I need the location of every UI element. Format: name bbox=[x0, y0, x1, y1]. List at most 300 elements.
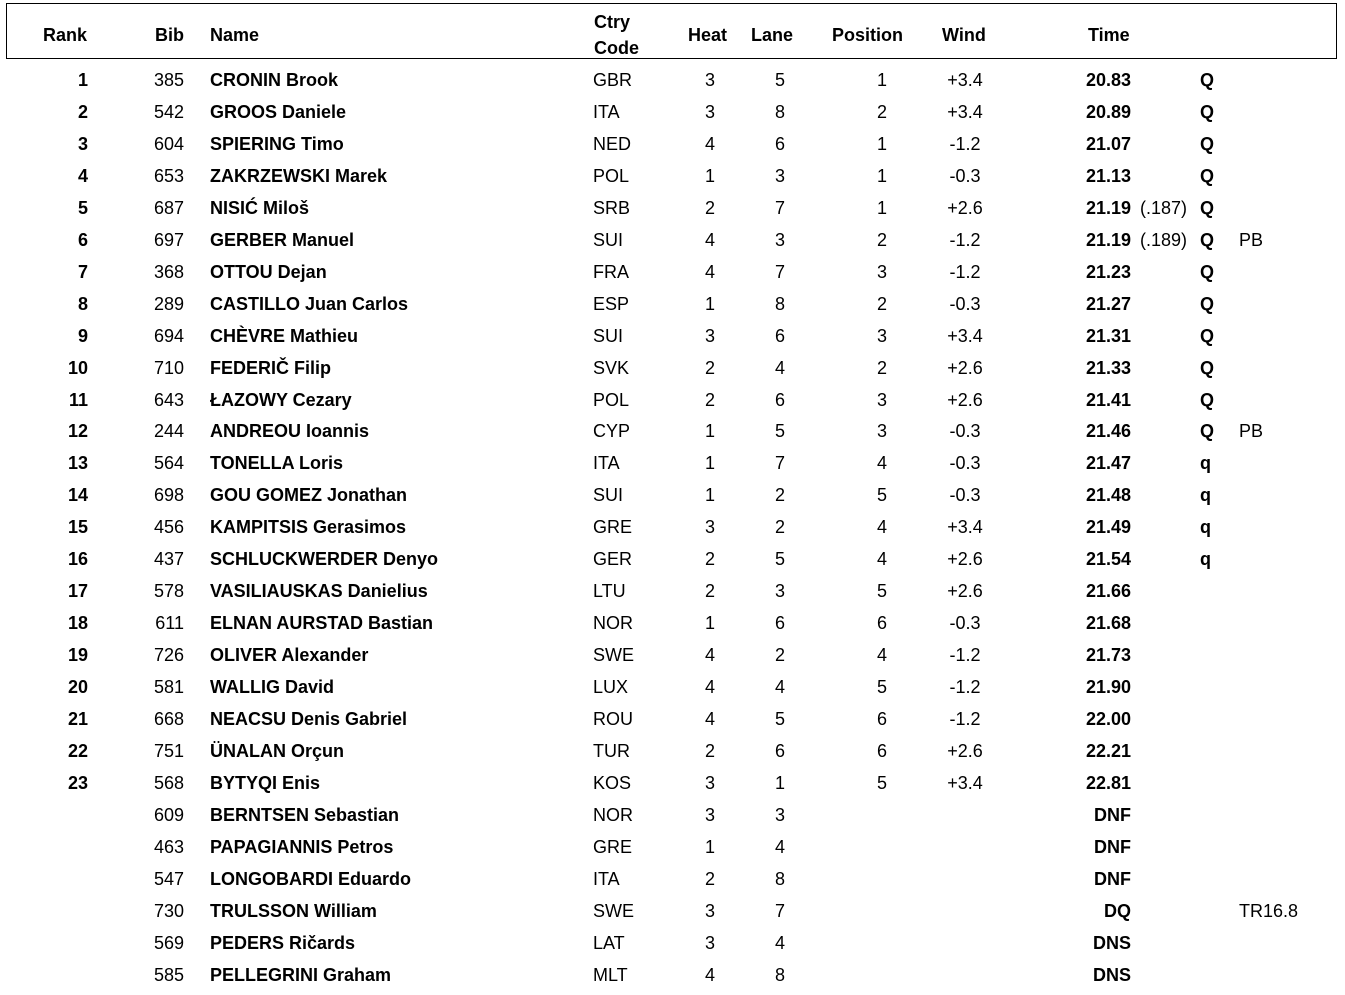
heat-cell: 1 bbox=[704, 485, 715, 506]
position-cell: 2 bbox=[876, 101, 887, 122]
athlete-name: ŁAZOWY Cezary bbox=[210, 389, 352, 410]
table-row bbox=[0, 451, 1345, 483]
heat-cell: 3 bbox=[704, 900, 715, 921]
qualifier-mark: Q bbox=[1200, 261, 1215, 282]
position-cell: 2 bbox=[876, 293, 887, 314]
lane-cell: 6 bbox=[774, 325, 785, 346]
wind-cell: -1.2 bbox=[949, 229, 981, 250]
record-note: TR16.8 bbox=[1239, 900, 1299, 921]
heat-cell: 3 bbox=[704, 772, 715, 793]
time-cell: 21.46 bbox=[1085, 421, 1131, 442]
wind-cell: +2.6 bbox=[947, 549, 983, 570]
time-cell: DNS bbox=[1092, 964, 1131, 985]
heat-cell: 2 bbox=[704, 581, 715, 602]
rank-cell: 16 bbox=[67, 549, 88, 570]
bib-cell: 611 bbox=[155, 613, 184, 634]
country-code: SUI bbox=[593, 229, 624, 250]
table-row bbox=[0, 292, 1345, 324]
bib-cell: 730 bbox=[153, 900, 184, 921]
athlete-name: OLIVER Alexander bbox=[210, 645, 369, 666]
time-cell: 21.73 bbox=[1085, 645, 1131, 666]
bib-cell: 751 bbox=[153, 740, 184, 761]
rank-cell: 7 bbox=[77, 261, 88, 282]
heat-cell: 4 bbox=[704, 229, 715, 250]
qualifier-mark: Q bbox=[1200, 357, 1215, 378]
heat-cell: 4 bbox=[704, 133, 715, 154]
rank-cell: 21 bbox=[67, 709, 88, 729]
heat-cell: 4 bbox=[704, 709, 715, 729]
position-cell: 4 bbox=[876, 549, 887, 570]
table-row bbox=[0, 899, 1345, 931]
lane-cell: 5 bbox=[774, 709, 785, 729]
time-cell: 21.23 bbox=[1085, 261, 1131, 282]
athlete-name: CHÈVRE Mathieu bbox=[210, 325, 359, 346]
bib-cell: 604 bbox=[153, 133, 184, 154]
country-code: GBR bbox=[593, 70, 633, 90]
reaction-time: (.189) bbox=[1140, 229, 1188, 250]
heat-cell: 3 bbox=[704, 804, 715, 825]
country-code: SUI bbox=[593, 485, 624, 506]
table-row bbox=[0, 419, 1345, 451]
lane-cell: 6 bbox=[774, 740, 785, 761]
record-note: PB bbox=[1239, 421, 1264, 442]
qualifier-mark: q bbox=[1200, 453, 1211, 474]
country-code: MLT bbox=[593, 964, 628, 985]
table-row bbox=[0, 132, 1345, 164]
wind-cell: +2.6 bbox=[947, 357, 983, 378]
table-row bbox=[0, 931, 1345, 963]
country-code: LTU bbox=[593, 581, 626, 602]
lane-cell: 4 bbox=[774, 836, 785, 857]
qualifier-mark: Q bbox=[1200, 389, 1215, 410]
table-row bbox=[0, 196, 1345, 228]
athlete-name: ÜNALAN Orçun bbox=[210, 740, 344, 761]
header-bib: Bib bbox=[155, 25, 184, 45]
time-cell: 21.13 bbox=[1085, 165, 1131, 186]
bib-cell: 568 bbox=[153, 772, 184, 793]
athlete-name: ANDREOU Ioannis bbox=[210, 421, 370, 442]
table-row bbox=[0, 963, 1345, 995]
heat-cell: 4 bbox=[704, 261, 715, 282]
heat-cell: 2 bbox=[704, 197, 715, 218]
wind-cell: +3.4 bbox=[947, 517, 983, 538]
lane-cell: 4 bbox=[774, 677, 785, 698]
lane-cell: 1 bbox=[774, 772, 785, 793]
heat-cell: 3 bbox=[704, 70, 715, 90]
table-row bbox=[0, 515, 1345, 547]
wind-cell: +3.4 bbox=[947, 772, 983, 793]
rank-cell: 19 bbox=[67, 645, 88, 666]
wind-cell: +2.6 bbox=[947, 197, 983, 218]
bib-cell: 289 bbox=[153, 293, 184, 314]
heat-cell: 1 bbox=[704, 613, 715, 634]
heat-cell: 1 bbox=[704, 165, 715, 186]
header-heat: Heat bbox=[688, 25, 728, 45]
record-note: PB bbox=[1239, 229, 1264, 250]
header-country-line2: Code bbox=[594, 38, 639, 58]
time-cell: 21.54 bbox=[1085, 549, 1131, 570]
qualifier-mark: Q bbox=[1200, 133, 1215, 154]
bib-cell: 687 bbox=[153, 197, 184, 218]
table-row bbox=[0, 68, 1345, 100]
table-row bbox=[0, 164, 1345, 196]
rank-cell: 15 bbox=[67, 517, 88, 538]
position-cell: 3 bbox=[876, 261, 887, 282]
position-cell: 5 bbox=[876, 485, 887, 506]
heat-cell: 2 bbox=[704, 389, 715, 410]
table-row bbox=[0, 388, 1345, 420]
results-table-header bbox=[6, 3, 1337, 59]
table-row bbox=[0, 739, 1345, 771]
position-cell: 5 bbox=[876, 772, 887, 793]
qualifier-mark: Q bbox=[1200, 421, 1215, 442]
lane-cell: 8 bbox=[774, 101, 785, 122]
time-cell: 21.68 bbox=[1085, 613, 1131, 634]
rank-cell: 20 bbox=[67, 677, 88, 698]
bib-cell: 697 bbox=[153, 229, 184, 250]
table-row bbox=[0, 260, 1345, 292]
heat-cell: 3 bbox=[704, 325, 715, 346]
time-cell: 21.27 bbox=[1085, 293, 1131, 314]
athlete-name: GROOS Daniele bbox=[210, 101, 347, 122]
rank-cell: 6 bbox=[77, 229, 88, 250]
rank-cell: 3 bbox=[77, 133, 88, 154]
lane-cell: 3 bbox=[774, 804, 785, 825]
heat-cell: 2 bbox=[704, 868, 715, 889]
lane-cell: 8 bbox=[774, 964, 785, 985]
athlete-name: BERNTSEN Sebastian bbox=[210, 804, 400, 825]
athlete-name: NISIĆ Miloš bbox=[210, 197, 310, 218]
wind-cell: +2.6 bbox=[947, 581, 983, 602]
header-position: Position bbox=[832, 25, 903, 45]
wind-cell: +3.4 bbox=[947, 101, 983, 122]
heat-cell: 4 bbox=[704, 964, 715, 985]
country-code: POL bbox=[593, 389, 630, 410]
lane-cell: 7 bbox=[774, 900, 785, 921]
lane-cell: 6 bbox=[774, 613, 785, 634]
lane-cell: 2 bbox=[774, 645, 785, 666]
country-code: NOR bbox=[593, 613, 633, 634]
position-cell: 3 bbox=[876, 325, 887, 346]
position-cell: 5 bbox=[876, 581, 887, 602]
wind-cell: -1.2 bbox=[949, 261, 981, 282]
wind-cell: +3.4 bbox=[947, 325, 983, 346]
time-cell: 21.49 bbox=[1085, 517, 1131, 538]
heat-cell: 2 bbox=[704, 740, 715, 761]
lane-cell: 3 bbox=[774, 581, 785, 602]
wind-cell: -0.3 bbox=[949, 421, 981, 442]
heat-cell: 3 bbox=[704, 517, 715, 538]
athlete-name: TONELLA Loris bbox=[210, 453, 344, 474]
lane-cell: 4 bbox=[774, 357, 785, 378]
bib-cell: 547 bbox=[153, 868, 184, 889]
lane-cell: 5 bbox=[774, 421, 785, 442]
bib-cell: 653 bbox=[153, 165, 184, 186]
bib-cell: 694 bbox=[153, 325, 184, 346]
heat-cell: 4 bbox=[704, 645, 715, 666]
lane-cell: 6 bbox=[774, 133, 785, 154]
lane-cell: 4 bbox=[774, 932, 785, 953]
athlete-name: CRONIN Brook bbox=[210, 70, 339, 90]
lane-cell: 2 bbox=[774, 517, 785, 538]
qualifier-mark: Q bbox=[1200, 165, 1215, 186]
country-code: ROU bbox=[593, 709, 633, 729]
country-code: TUR bbox=[593, 740, 630, 761]
table-row bbox=[0, 547, 1345, 579]
country-code: SUI bbox=[593, 325, 624, 346]
country-code: POL bbox=[593, 165, 630, 186]
heat-cell: 1 bbox=[704, 293, 715, 314]
wind-cell: -1.2 bbox=[949, 677, 981, 698]
wind-cell: -1.2 bbox=[949, 709, 981, 729]
table-row bbox=[0, 356, 1345, 388]
heat-cell: 3 bbox=[704, 101, 715, 122]
time-cell: 21.47 bbox=[1085, 453, 1131, 474]
country-code: FRA bbox=[593, 261, 629, 282]
athlete-name: PEDERS Ričards bbox=[210, 932, 356, 953]
header-wind: Wind bbox=[942, 25, 986, 45]
header-rank: Rank bbox=[43, 25, 88, 45]
athlete-name: SPIERING Timo bbox=[210, 133, 344, 154]
position-cell: 5 bbox=[876, 677, 887, 698]
country-code: ESP bbox=[593, 293, 630, 314]
bib-cell: 581 bbox=[153, 677, 184, 698]
rank-cell: 22 bbox=[67, 740, 88, 761]
country-code: LUX bbox=[593, 677, 629, 698]
heat-cell: 4 bbox=[704, 677, 715, 698]
qualifier-mark: Q bbox=[1200, 229, 1215, 250]
bib-cell: 385 bbox=[153, 70, 184, 90]
athlete-name: FEDERIČ Filip bbox=[210, 357, 331, 378]
athlete-name: KAMPITSIS Gerasimos bbox=[210, 517, 407, 538]
table-row bbox=[0, 228, 1345, 260]
header-time: Time bbox=[1088, 25, 1130, 45]
qualifier-mark: Q bbox=[1200, 70, 1215, 90]
wind-cell: -0.3 bbox=[949, 453, 981, 474]
athlete-name: GOU GOMEZ Jonathan bbox=[210, 485, 408, 506]
country-code: SWE bbox=[593, 900, 635, 921]
position-cell: 6 bbox=[876, 740, 887, 761]
bib-cell: 726 bbox=[153, 645, 184, 666]
athlete-name: SCHLUCKWERDER Denyo bbox=[210, 549, 439, 570]
athlete-name: PAPAGIANNIS Petros bbox=[210, 836, 394, 857]
qualifier-mark: Q bbox=[1200, 197, 1215, 218]
bib-cell: 698 bbox=[153, 485, 184, 506]
rank-cell: 23 bbox=[67, 772, 88, 793]
table-row bbox=[0, 835, 1345, 867]
country-code: CYP bbox=[593, 421, 631, 442]
country-code: ITA bbox=[593, 868, 620, 889]
rank-cell: 9 bbox=[77, 325, 88, 346]
table-row bbox=[0, 771, 1345, 803]
qualifier-mark: Q bbox=[1200, 325, 1215, 346]
country-code: ITA bbox=[593, 453, 620, 474]
rank-cell: 2 bbox=[77, 101, 88, 122]
position-cell: 1 bbox=[876, 133, 887, 154]
position-cell: 2 bbox=[876, 229, 887, 250]
time-cell: 21.90 bbox=[1085, 677, 1131, 698]
position-cell: 4 bbox=[876, 517, 887, 538]
athlete-name: WALLIG David bbox=[210, 677, 335, 698]
table-row bbox=[0, 643, 1345, 675]
time-cell: 21.07 bbox=[1085, 133, 1131, 154]
position-cell: 4 bbox=[876, 453, 887, 474]
wind-cell: -0.3 bbox=[949, 293, 981, 314]
time-cell: DNF bbox=[1094, 868, 1131, 889]
heat-cell: 2 bbox=[704, 357, 715, 378]
time-cell: 22.21 bbox=[1085, 740, 1131, 761]
table-row bbox=[0, 867, 1345, 899]
country-code: LAT bbox=[593, 932, 625, 953]
athlete-name: PELLEGRINI Graham bbox=[210, 964, 392, 985]
country-code: GRE bbox=[593, 836, 633, 857]
table-row bbox=[0, 611, 1345, 643]
rank-cell: 14 bbox=[67, 485, 88, 506]
time-cell: 21.41 bbox=[1085, 389, 1131, 410]
position-cell: 1 bbox=[876, 70, 887, 90]
country-code: GRE bbox=[593, 517, 633, 538]
position-cell: 6 bbox=[876, 613, 887, 634]
lane-cell: 7 bbox=[774, 453, 785, 474]
qualifier-mark: q bbox=[1200, 549, 1211, 570]
wind-cell: -0.3 bbox=[949, 485, 981, 506]
wind-cell: -0.3 bbox=[949, 613, 981, 634]
time-cell: 20.89 bbox=[1085, 101, 1131, 122]
rank-cell: 18 bbox=[67, 613, 88, 634]
bib-cell: 585 bbox=[153, 964, 184, 985]
bib-cell: 710 bbox=[153, 357, 184, 378]
heat-cell: 3 bbox=[704, 932, 715, 953]
time-cell: DNF bbox=[1094, 836, 1131, 857]
table-row bbox=[0, 100, 1345, 132]
athlete-name: ZAKRZEWSKI Marek bbox=[210, 165, 388, 186]
athlete-name: BYTYQI Enis bbox=[210, 772, 321, 793]
time-cell: 21.33 bbox=[1085, 357, 1131, 378]
header-name: Name bbox=[210, 25, 260, 45]
wind-cell: +3.4 bbox=[947, 70, 983, 90]
rank-cell: 5 bbox=[77, 197, 88, 218]
bib-cell: 668 bbox=[153, 709, 184, 729]
wind-cell: +2.6 bbox=[947, 740, 983, 761]
athlete-name: OTTOU Dejan bbox=[210, 261, 327, 282]
country-code: GER bbox=[593, 549, 633, 570]
country-code: SVK bbox=[593, 357, 630, 378]
heat-cell: 1 bbox=[704, 836, 715, 857]
lane-cell: 7 bbox=[774, 261, 785, 282]
position-cell: 3 bbox=[876, 389, 887, 410]
country-code: NOR bbox=[593, 804, 633, 825]
header-country-line1: Ctry bbox=[594, 12, 631, 32]
lane-cell: 3 bbox=[774, 229, 785, 250]
position-cell: 1 bbox=[876, 197, 887, 218]
table-row bbox=[0, 675, 1345, 707]
bib-cell: 564 bbox=[153, 453, 184, 474]
time-cell: 22.81 bbox=[1085, 772, 1131, 793]
athlete-name: ELNAN AURSTAD Bastian bbox=[210, 613, 434, 634]
athlete-name: CASTILLO Juan Carlos bbox=[210, 293, 409, 314]
rank-cell: 12 bbox=[67, 421, 88, 442]
time-cell: 20.83 bbox=[1085, 70, 1131, 90]
heat-cell: 1 bbox=[704, 453, 715, 474]
heat-cell: 1 bbox=[704, 421, 715, 442]
bib-cell: 244 bbox=[153, 421, 184, 442]
bib-cell: 456 bbox=[153, 517, 184, 538]
time-cell: DNS bbox=[1092, 932, 1131, 953]
rank-cell: 17 bbox=[67, 581, 88, 602]
rank-cell: 10 bbox=[67, 357, 88, 378]
lane-cell: 5 bbox=[774, 549, 785, 570]
qualifier-mark: q bbox=[1200, 485, 1211, 506]
country-code: ITA bbox=[593, 101, 620, 122]
bib-cell: 463 bbox=[153, 836, 184, 857]
header-lane: Lane bbox=[751, 25, 794, 45]
time-cell: 21.48 bbox=[1085, 485, 1131, 506]
bib-cell: 643 bbox=[153, 389, 184, 410]
position-cell: 4 bbox=[876, 645, 887, 666]
table-row bbox=[0, 579, 1345, 611]
lane-cell: 7 bbox=[774, 197, 785, 218]
table-row bbox=[0, 483, 1345, 515]
rank-cell: 1 bbox=[77, 70, 88, 90]
bib-cell: 437 bbox=[153, 549, 184, 570]
bib-cell: 569 bbox=[153, 932, 184, 953]
time-cell: DQ bbox=[1104, 900, 1131, 921]
position-cell: 1 bbox=[876, 165, 887, 186]
lane-cell: 5 bbox=[774, 70, 785, 90]
wind-cell: -1.2 bbox=[949, 133, 981, 154]
position-cell: 3 bbox=[876, 421, 887, 442]
table-row bbox=[0, 707, 1345, 739]
athlete-name: GERBER Manuel bbox=[210, 229, 355, 250]
country-code: SWE bbox=[593, 645, 635, 666]
rank-cell: 8 bbox=[77, 293, 88, 314]
heat-cell: 2 bbox=[704, 549, 715, 570]
country-code: SRB bbox=[593, 197, 631, 218]
wind-cell: -1.2 bbox=[949, 645, 981, 666]
time-cell: 21.66 bbox=[1085, 581, 1131, 602]
rank-cell: 11 bbox=[68, 389, 88, 410]
time-cell: 21.19 bbox=[1085, 229, 1131, 250]
bib-cell: 368 bbox=[153, 261, 184, 282]
position-cell: 6 bbox=[876, 709, 887, 729]
table-row bbox=[0, 803, 1345, 835]
time-cell: 21.19 bbox=[1085, 197, 1131, 218]
rank-cell: 4 bbox=[77, 165, 88, 186]
table-row bbox=[0, 324, 1345, 356]
country-code: NED bbox=[593, 133, 632, 154]
qualifier-mark: Q bbox=[1200, 101, 1215, 122]
bib-cell: 609 bbox=[153, 804, 184, 825]
bib-cell: 542 bbox=[153, 101, 184, 122]
lane-cell: 3 bbox=[774, 165, 785, 186]
reaction-time: (.187) bbox=[1140, 197, 1188, 218]
time-cell: DNF bbox=[1094, 804, 1131, 825]
lane-cell: 8 bbox=[774, 868, 785, 889]
qualifier-mark: Q bbox=[1200, 293, 1215, 314]
athlete-name: TRULSSON William bbox=[210, 900, 377, 921]
wind-cell: -0.3 bbox=[949, 165, 981, 186]
lane-cell: 2 bbox=[774, 485, 785, 506]
lane-cell: 6 bbox=[774, 389, 785, 410]
wind-cell: +2.6 bbox=[947, 389, 983, 410]
country-code: KOS bbox=[593, 772, 632, 793]
lane-cell: 8 bbox=[774, 293, 785, 314]
position-cell: 2 bbox=[876, 357, 887, 378]
athlete-name: NEACSU Denis Gabriel bbox=[210, 709, 408, 729]
time-cell: 21.31 bbox=[1085, 325, 1131, 346]
athlete-name: VASILIAUSKAS Danielius bbox=[210, 581, 428, 602]
bib-cell: 578 bbox=[153, 581, 184, 602]
